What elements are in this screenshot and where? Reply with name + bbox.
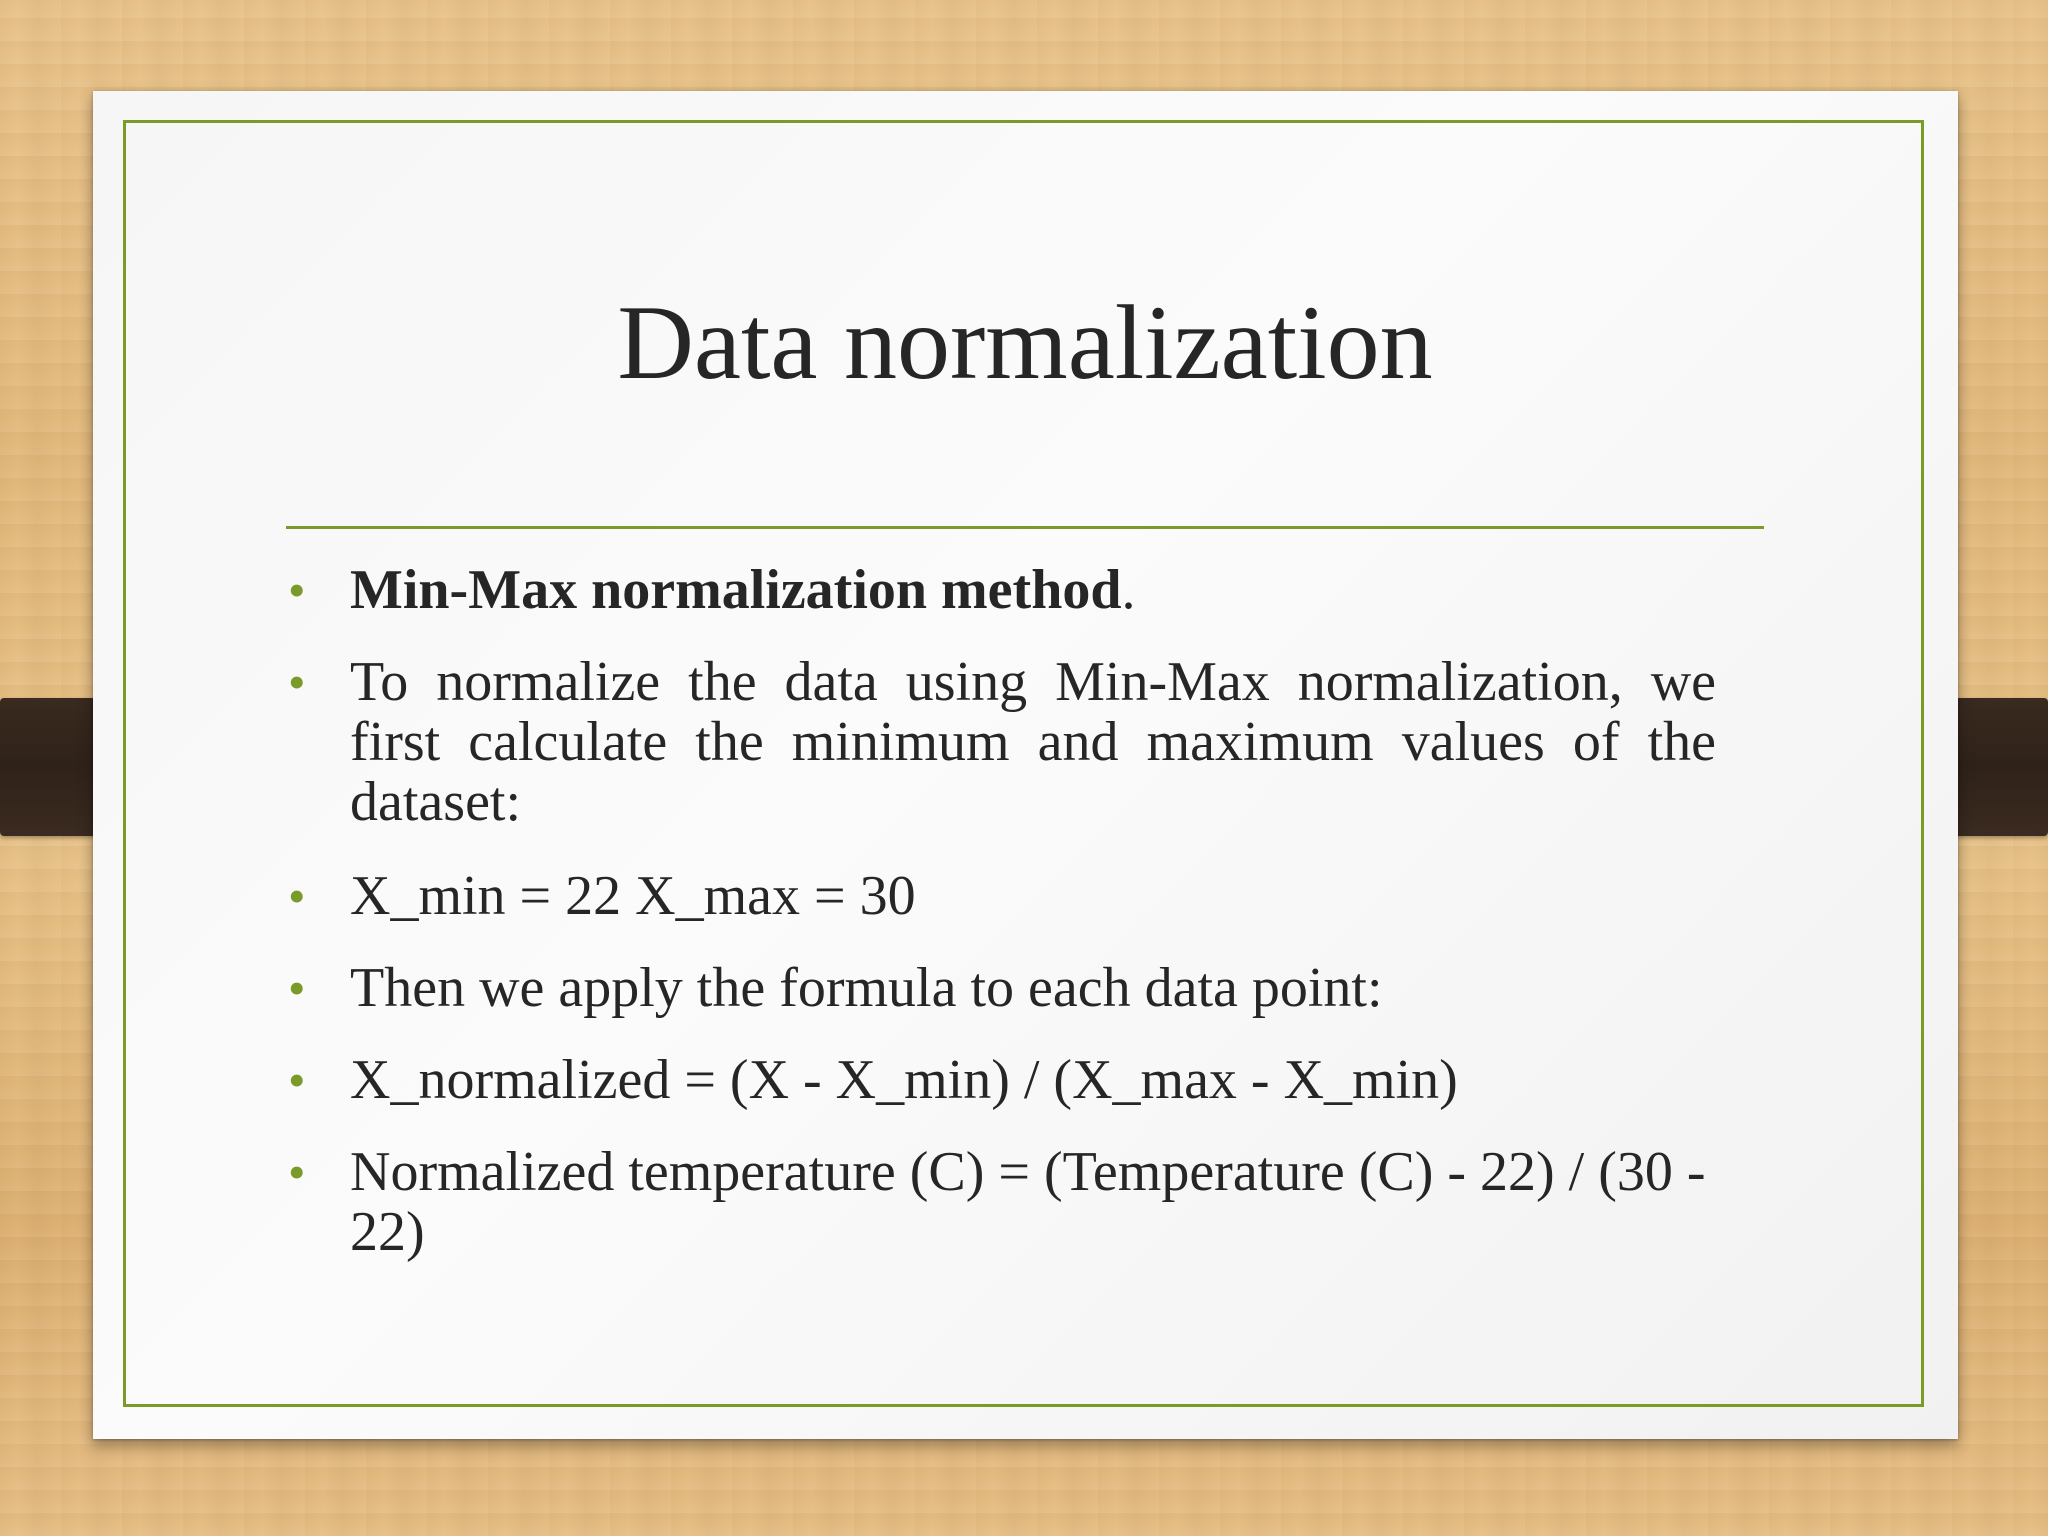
bullet-text: X_min = 22 X_max = 30 [350, 865, 916, 927]
bullet-item [286, 866, 1716, 926]
bullet-text: To normalize the data using Min-Max normalization, we first calculate the minimum and maximum values of the dataset: [350, 651, 1716, 833]
bullet-item [286, 958, 1716, 1018]
bullet-dot-icon: • [288, 868, 306, 924]
bullet-dot-icon: • [288, 1144, 306, 1200]
bullet-text: Then we apply the formula to each data point: [350, 957, 1383, 1019]
bullet-dot-icon: • [288, 960, 306, 1016]
bullet-item [286, 1142, 1716, 1262]
bullet-text: . [1121, 559, 1136, 621]
bullet-bold-text: Min-Max normalization method [350, 559, 1122, 621]
bullet-text: X_normalized = (X - X_min) / (X_max - X_min) [350, 1049, 1458, 1111]
bullet-dot-icon: • [288, 1052, 306, 1108]
bullet-item [286, 560, 1716, 620]
title-divider [286, 526, 1764, 529]
bullet-item [286, 652, 1716, 832]
bullet-list [286, 560, 1716, 1294]
bullet-item [286, 1050, 1716, 1110]
slide-title: Data normalization [617, 284, 1433, 401]
bullet-text: Normalized temperature (C) = (Temperature (C) - 22) / (30 - 22) [350, 1141, 1706, 1263]
bullet-dot-icon: • [288, 654, 306, 710]
bullet-dot-icon: • [288, 562, 306, 618]
